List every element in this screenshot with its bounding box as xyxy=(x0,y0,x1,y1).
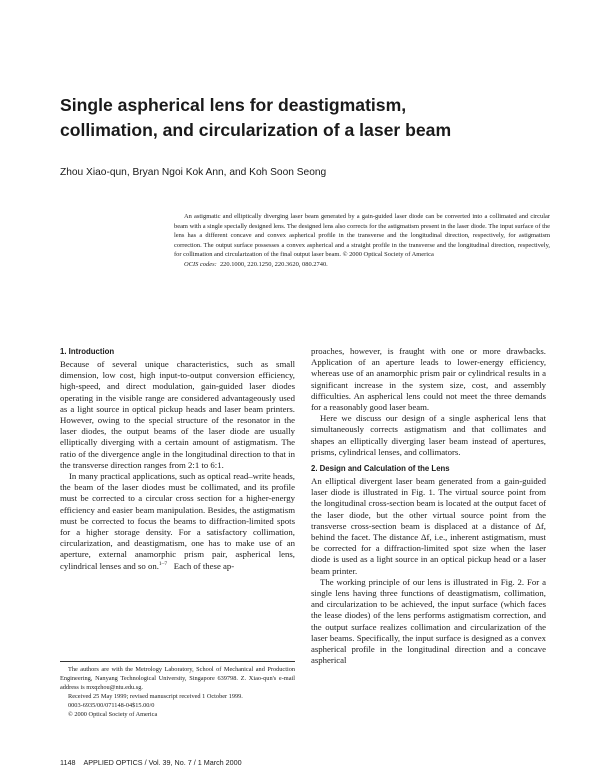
footnotes xyxy=(60,661,295,719)
reference-marker: 1–7 xyxy=(158,560,168,567)
intro-paragraph-2 xyxy=(60,471,295,572)
section-heading-introduction: 1. Introduction xyxy=(60,347,115,356)
abstract xyxy=(174,212,550,270)
ocis-codes xyxy=(174,260,550,270)
page-footer xyxy=(60,758,540,768)
design-paragraph-2: The working principle of our lens is illustrated in Fig. 2. For a single lens having three functions of deastigmatism, collimation, and circularization to be achieved, the input surface (which faces the lease diodes) of the lens performs astigmatism correction, and the output surface realizes collimation and circularization of the laser beams. Specifically, the input surface is designed as a convex aspherical profile in the longitudinal direction and a concave aspherical xyxy=(311,576,546,666)
ocis-values: 220.1000, 220.1250, 220.3620, 080.2740. xyxy=(219,260,328,268)
intro-paragraph-3: proaches, however, is fraught with one or more drawbacks. Application of an aperture leads to lower-energy efficiency, whereas use of an anamorphic prism pair or cylindrical results in a significant increase in the system size, cost, and assembly difficulties. An aspherical lens could not meet the three demands for a reasonably good laser beam. xyxy=(311,346,546,413)
footnote-copyright: © 2000 Optical Society of America xyxy=(68,710,158,718)
intro-paragraph-1: Because of several unique characteristics, such as small dimension, low cost, high input-to-output conversion efficiency, high-speed, and direct modulation, gain-guided laser diodes operating in the visible range are considered advantageously used as a light source in optical pickup heads and laser beam printers. However, owing to the special structure of the resonator in the laser diodes, the output beams of the laser diode are usually elliptically diverging with a certain amount of astigmatism. The ratio of the divergence angle in the longitudinal direction to that in the transverse direction ranges from 2:1 to 6:1. xyxy=(60,359,295,470)
footnote-affiliation: The authors are with the Metrology Laboratory, School of Mechanical and Production Engineering, Nanyang Technological University, Singapore 639798. Z. Xiao-qun's e-mail address is mxqzhou@ntu.edu.sg. xyxy=(60,666,295,691)
section-heading-design: 2. Design and Calculation of the Lens xyxy=(311,464,450,474)
footnote-received: Received 25 May 1999; revised manuscript received 1 October 1999. xyxy=(68,692,243,700)
journal-citation: APPLIED OPTICS / Vol. 39, No. 7 / 1 March 2000 xyxy=(83,758,242,767)
title-line-2: collimation, and circularization of a laser beam xyxy=(60,120,452,140)
title-line-1: Single aspherical lens for deastigmatism, xyxy=(60,95,407,115)
intro-paragraph-4: Here we discuss our design of a single aspherical lens that simultaneously corrects astigmatism and that collimates and shapes an elliptically diverging laser beam instead of apertures, prisms, cylindrical lenses, and collimators. xyxy=(311,413,546,457)
right-column xyxy=(311,346,546,666)
page-number: 1148 xyxy=(60,758,76,767)
author-list: Zhou Xiao-qun, Bryan Ngoi Kok Ann, and Koh Soon Seong xyxy=(60,167,327,178)
footnote-code: 0003-6935/00/071148-04$15.00/0 xyxy=(68,701,155,709)
left-column xyxy=(60,346,295,572)
abstract-body: An astigmatic and elliptically diverging laser beam generated by a gain-guided laser diode can be converted into a collimated and circular beam with a single specially designed lens. The designed lens also corrects for the astigmatism present in the laser diode. The input surface of the lens has a different concave and convex aspherical profile in the transverse and the longitudinal direction, respectively, for astigmatism correction. The output surface possesses a convex aspherical and a straight profile in the transverse and the longitudinal direction, respectively, for collimation and circularization of the final output laser beam. © 2000 Optical Society of America xyxy=(174,213,550,259)
design-paragraph-1: An elliptical divergent laser beam generated from a gain-guided laser diode is illustrated in Fig. 1. The virtual source point from the longitudinal cross-section beam is located at the output facet of the laser diode, but the other virtual source point from the transverse cross-section beam is displaced at a distance of Δf, behind the facet. The distance Δf, i.e., inherent astigmatism, must be corrected for a diffraction-limited spot size when the laser diode is used as a light source in an optical pickup head or a laser beam printer. xyxy=(311,476,546,576)
article-title xyxy=(60,93,540,143)
intro-paragraph-2-text: In many practical applications, such as optical read–write heads, the beam of the laser diodes must be collimated, and its profile must be corrected to a circular cross section for a higher-energy efficiency and easier beam manipulation. Besides, the astigmatism must be corrected to focus the beams to diffraction-limited spots for a higher storage density. For a satisfactory collimation, circularization, and deastigmatism, one has to make use of an aperture, external anamorphic prism pair, aspherical lens, cylindrical lenses and so on. xyxy=(60,471,295,571)
ocis-label: OCIS codes: xyxy=(184,260,217,268)
intro-continuation: Each of these ap- xyxy=(173,560,235,571)
